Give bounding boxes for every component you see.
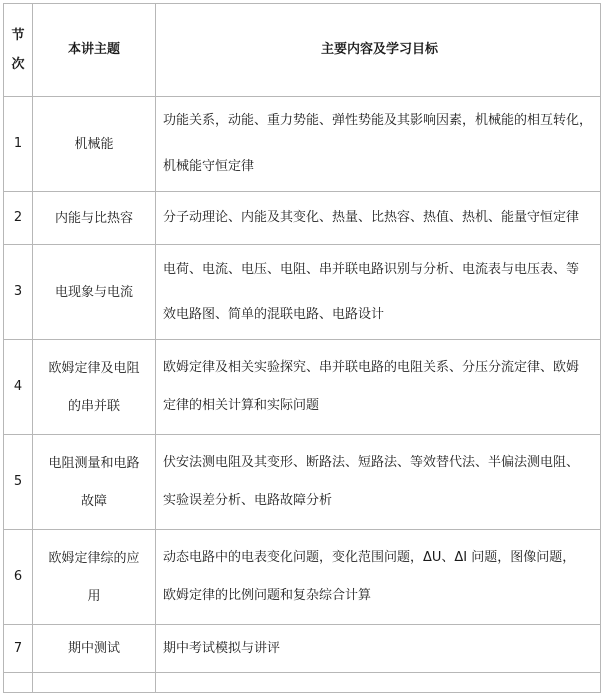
row-content-line: 欧姆定律的比例问题和复杂综合计算 bbox=[163, 588, 372, 603]
empty-cell bbox=[33, 673, 156, 693]
row-topic-line: 的串并联 bbox=[67, 398, 120, 414]
row-topic bbox=[33, 625, 156, 673]
table-row bbox=[4, 435, 601, 530]
table-row bbox=[4, 340, 601, 435]
row-content-line: 分子动理论、内能及其变化、热量、比热容、热值、热机、能量守恒定律 bbox=[163, 210, 580, 225]
row-num: 2 bbox=[4, 192, 33, 245]
row-topic-line: 期中测试 bbox=[67, 641, 120, 656]
row-num: 4 bbox=[4, 340, 33, 435]
row-content-line: 效电路图、简单的混联电路、电路设计 bbox=[163, 306, 385, 322]
row-content bbox=[156, 245, 601, 340]
row-topic bbox=[33, 97, 156, 192]
header-topic-label: 本讲主题 bbox=[67, 42, 120, 57]
row-topic bbox=[33, 192, 156, 245]
course-outline-table bbox=[3, 3, 601, 693]
empty-cell bbox=[4, 673, 33, 693]
row-topic bbox=[33, 340, 156, 435]
empty-cell bbox=[156, 673, 601, 693]
header-num-cell bbox=[4, 4, 33, 97]
table-row bbox=[4, 625, 601, 673]
row-topic-line: 故障 bbox=[80, 493, 107, 509]
row-topic-line: 机械能 bbox=[74, 136, 114, 152]
row-content-line: 欧姆定律及相关实验探究、串并联电路的电阻关系、分压分流定律、欧姆 bbox=[163, 360, 580, 375]
row-content-line: 伏安法测电阻及其变形、断路法、短路法、等效替代法、半偏法测电阻、 bbox=[163, 455, 580, 470]
table-row bbox=[4, 245, 601, 340]
header-content-cell bbox=[156, 4, 601, 97]
row-content-line: 电荷、电流、电压、电阻、串并联电路识别与分析、电流表与电压表、等 bbox=[163, 261, 580, 277]
row-topic-line: 欧姆定律综的应 bbox=[48, 550, 140, 566]
row-topic-line: 内能与比热容 bbox=[54, 210, 133, 226]
row-content bbox=[156, 625, 601, 673]
row-num: 3 bbox=[4, 245, 33, 340]
table-row bbox=[4, 192, 601, 245]
row-content bbox=[156, 340, 601, 435]
table-row-empty bbox=[4, 673, 601, 693]
row-content bbox=[156, 435, 601, 530]
table-header-row bbox=[4, 4, 601, 97]
row-content-line: 定律的相关计算和实际问题 bbox=[163, 398, 320, 413]
row-content-line: 期中考试模拟与讲评 bbox=[163, 640, 281, 656]
row-topic-line: 用 bbox=[87, 588, 101, 604]
header-num-label: 节 bbox=[11, 28, 25, 43]
row-topic-line: 电现象与电流 bbox=[54, 284, 133, 300]
row-content bbox=[156, 192, 601, 245]
row-topic bbox=[33, 530, 156, 625]
row-content-line: 动态电路中的电表变化问题，变化范围问题，ΔU、ΔI 问题，图像问题， bbox=[163, 550, 576, 565]
row-content bbox=[156, 530, 601, 625]
header-num-label: 次 bbox=[11, 57, 25, 72]
row-num: 6 bbox=[4, 530, 33, 625]
row-topic-line: 欧姆定律及电阻 bbox=[48, 360, 140, 376]
table-row bbox=[4, 530, 601, 625]
row-num: 1 bbox=[4, 97, 33, 192]
row-content-line: 实验误差分析、电路故障分析 bbox=[163, 493, 333, 508]
table-row bbox=[4, 97, 601, 192]
row-content-line: 机械能守恒定律 bbox=[163, 159, 255, 174]
row-topic bbox=[33, 435, 156, 530]
row-topic-line: 电阻测量和电路 bbox=[48, 455, 140, 471]
row-content bbox=[156, 97, 601, 192]
row-content-line: 功能关系，动能、重力势能、弹性势能及其影响因素，机械能的相互转化， bbox=[163, 113, 593, 128]
row-num: 5 bbox=[4, 435, 33, 530]
header-content-label: 主要内容及学习目标 bbox=[320, 42, 438, 57]
row-topic bbox=[33, 245, 156, 340]
row-num: 7 bbox=[4, 625, 33, 673]
header-topic-cell bbox=[33, 4, 156, 97]
